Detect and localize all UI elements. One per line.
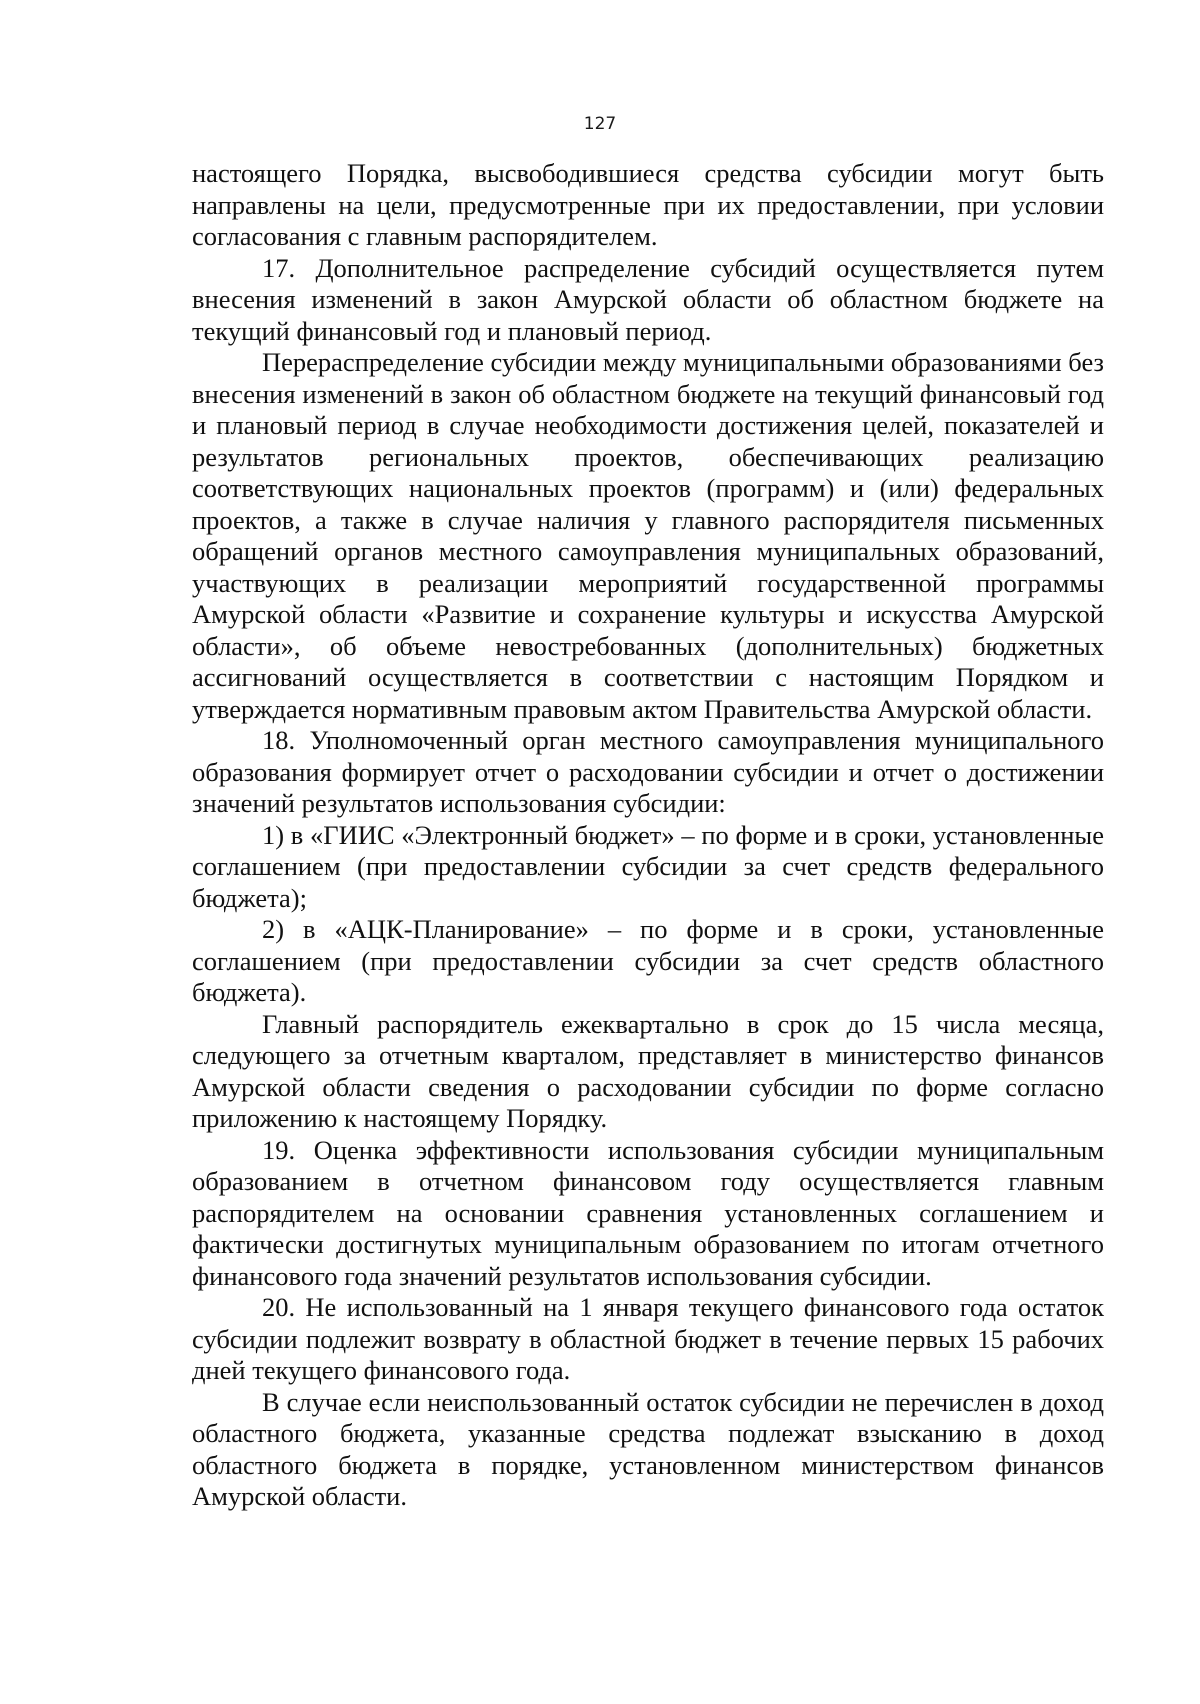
document-body [192,158,1104,1513]
paragraph-quarterly-report: Главный распорядитель ежеквартально в срок до 15 числа месяца, следующего за отчетным кварталом, представляет в министерство финансов Амурской области сведения о расходовании субсидии по форме согласно приложению к настоящему Порядку. [192,1008,1104,1133]
paragraph-continuation: настоящего Порядка, высвободившиеся средства субсидии могут быть направлены на цели, предусмотренные при их предоставлении, при условии согласования с главным распорядителем. [192,158,1104,251]
paragraph-subitem-2: 2) в «АЦК-Планирование» – по форме и в сроки, установленные соглашением (при предоставлении субсидии за счет средств областного бюджета). [192,914,1104,1007]
page-number: 127 [583,114,617,134]
paragraph-item-20: 20. Не использованный на 1 января текущего финансового года остаток субсидии подлежит возврату в областной бюджет в течение первых 15 рабочих дней текущего финансового года. [192,1292,1104,1385]
paragraph-subitem-1: 1) в «ГИИС «Электронный бюджет» – по форме и в сроки, установленные соглашением (при предоставлении субсидии за счет средств федерального бюджета); [192,819,1104,913]
paragraph-redistribution: Перераспределение субсидии между муниципальными образованиями без внесения изменений в закон об областном бюджете на текущий финансовый год и плановый период в случае необходимости достижения целей, показателей и результатов региональных проектов, обеспечивающих реализацию соответствующих национальных проектов (программ) и (или) федеральных проектов, а также в случае наличия у главного распорядителя письменных обращений органов местного самоуправления муниципальных образований, участвующих в реализации мероприятий государственной программы Амурской области «Развитие и сохранение культуры и искусства Амурской области», об объеме невостребованных (дополнительных) бюджетных ассигнований осуществляется в соответствии с настоящим Порядком и утверждается нормативным правовым актом Правительства Амурской области. [192,347,1104,724]
paragraph-item-19: 19. Оценка эффективности использования субсидии муниципальным образованием в отчетном финансовом году осуществляется главным распорядителем на основании сравнения установленных соглашением и фактически достигнутых муниципальным образованием по итогам отчетного финансового года значений результатов использования субсидии. [192,1134,1104,1291]
paragraph-item-18: 18. Уполномоченный орган местного самоуправления муниципального образования формирует отчет о расходовании субсидии и отчет о достижении значений результатов использования субсидии: [192,725,1104,818]
paragraph-item-17: 17. Дополнительное распределение субсидий осуществляется путем внесения изменений в закон Амурской области об областном бюджете на текущий финансовый год и плановый период. [192,252,1104,346]
paragraph-recovery: В случае если неиспользованный остаток субсидии не перечислен в доход областного бюджета, указанные средства подлежат взысканию в доход областного бюджета в порядке, установленном министерством финансов Амурской области. [192,1386,1104,1511]
